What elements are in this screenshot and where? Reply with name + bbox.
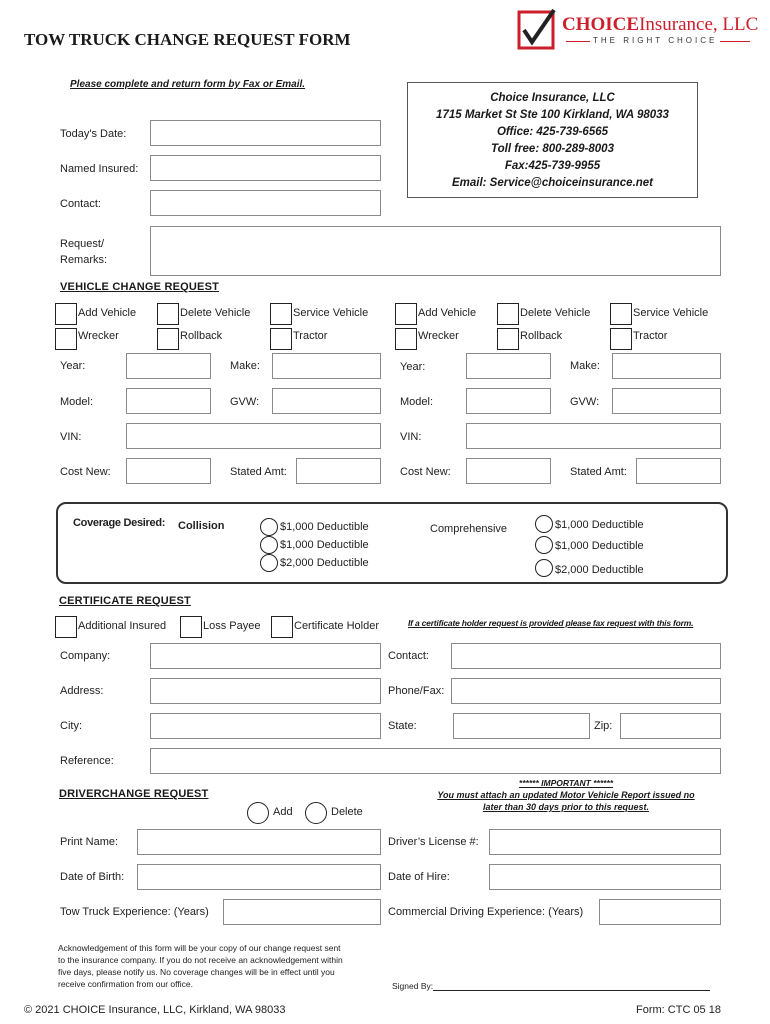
wrecker-label-1: Wrecker bbox=[78, 330, 119, 342]
model-label-2: Model: bbox=[400, 396, 434, 408]
important-line-2: later than 30 days prior to this request. bbox=[482, 802, 650, 812]
add-vehicle-label-1: Add Vehicle bbox=[78, 307, 137, 319]
cert-contact-field[interactable] bbox=[451, 643, 721, 669]
rollback-label-2: Rollback bbox=[520, 330, 563, 342]
cost-new-label-2: Cost New: bbox=[400, 466, 451, 478]
year-field-2[interactable] bbox=[466, 353, 551, 379]
contact-box bbox=[407, 82, 698, 198]
important-title: ****** IMPORTANT ****** bbox=[518, 778, 614, 788]
delete-vehicle-checkbox-2[interactable] bbox=[497, 303, 519, 325]
named-insured-label: Named Insured: bbox=[60, 163, 139, 175]
instructions: Please complete and return form by Fax or Email. bbox=[70, 79, 306, 90]
stated-amt-label-1: Stated Amt: bbox=[230, 466, 287, 478]
brand-name-rest: Insurance, LLC bbox=[639, 14, 759, 35]
model-field-1[interactable] bbox=[126, 388, 211, 414]
driver-delete-radio[interactable] bbox=[305, 802, 327, 824]
comprehensive-label: Comprehensive bbox=[430, 523, 508, 535]
gvw-field-1[interactable] bbox=[272, 388, 381, 414]
cost-new-field-2[interactable] bbox=[466, 458, 551, 484]
footer-form-id: Form: CTC 05 18 bbox=[636, 1004, 721, 1016]
ack-line-3: five days, please notify us. No coverage changes will be in effect until you bbox=[58, 967, 335, 977]
collision-1000-label-b: $1,000 Deductible bbox=[280, 539, 369, 551]
remarks-field[interactable] bbox=[150, 226, 721, 276]
vin-field-1[interactable] bbox=[126, 423, 381, 449]
collision-label: Collision bbox=[178, 520, 225, 532]
service-vehicle-label-1: Service Vehicle bbox=[293, 307, 369, 319]
add-vehicle-label-2: Add Vehicle bbox=[418, 307, 477, 319]
comprehensive-1000-label-a: $1,000 Deductible bbox=[555, 519, 644, 531]
cert-contact-label: Contact: bbox=[388, 650, 429, 662]
tow-experience-label: Tow Truck Experience: (Years) bbox=[60, 906, 209, 918]
important-notice bbox=[420, 777, 712, 813]
comprehensive-1000-radio-b[interactable] bbox=[535, 536, 553, 554]
city-label: City: bbox=[60, 720, 82, 732]
brand-logo bbox=[516, 8, 759, 56]
ack-line-2: to the insurance company. If you do not receive an acknowledgement within bbox=[58, 955, 343, 965]
make-field-2[interactable] bbox=[612, 353, 721, 379]
footer-copyright: © 2021 CHOICE Insurance, LLC, Kirkland, WA 98033 bbox=[24, 1004, 286, 1016]
signature-line[interactable] bbox=[433, 990, 710, 991]
stated-amt-field-2[interactable] bbox=[636, 458, 721, 484]
driver-section-heading: DRIVERCHANGE REQUEST bbox=[59, 788, 209, 800]
brand-tagline: THE RIGHT CHOICE bbox=[590, 36, 720, 45]
service-vehicle-checkbox-1[interactable] bbox=[270, 303, 292, 325]
signed-by-label: Signed By: bbox=[392, 981, 434, 991]
wrecker-checkbox-1[interactable] bbox=[55, 328, 77, 350]
named-insured-field[interactable] bbox=[150, 155, 381, 181]
certificate-fax-note: If a certificate holder request is provided please fax request with this form. bbox=[408, 618, 694, 628]
comprehensive-2000-label: $2,000 Deductible bbox=[555, 564, 644, 576]
loss-payee-label: Loss Payee bbox=[203, 620, 261, 632]
drivers-license-field[interactable] bbox=[489, 829, 721, 855]
comprehensive-2000-radio[interactable] bbox=[535, 559, 553, 577]
year-label-1: Year: bbox=[60, 360, 86, 372]
company-name: Choice Insurance, LLC bbox=[490, 92, 615, 104]
additional-insured-checkbox[interactable] bbox=[55, 616, 77, 638]
wrecker-checkbox-2[interactable] bbox=[395, 328, 417, 350]
print-name-label: Print Name: bbox=[60, 836, 119, 848]
tractor-checkbox-2[interactable] bbox=[610, 328, 632, 350]
brand-name-bold: CHOICE bbox=[562, 14, 640, 35]
fax-number: Fax:425-739-9955 bbox=[504, 160, 601, 172]
vehicle-section-heading: VEHICLE CHANGE REQUEST bbox=[60, 281, 220, 293]
tollfree-phone: Toll free: 800-289-8003 bbox=[491, 143, 614, 155]
office-phone: Office: 425-739-6565 bbox=[496, 126, 609, 138]
company-label: Company: bbox=[60, 650, 111, 662]
make-label-1: Make: bbox=[230, 360, 260, 372]
comprehensive-1000-label-b: $1,000 Deductible bbox=[555, 540, 644, 552]
vin-label-2: VIN: bbox=[400, 431, 422, 443]
rollback-checkbox-1[interactable] bbox=[157, 328, 179, 350]
delete-vehicle-label-2: Delete Vehicle bbox=[520, 307, 591, 319]
year-field-1[interactable] bbox=[126, 353, 211, 379]
collision-1000-radio-b[interactable] bbox=[260, 536, 278, 554]
phone-fax-field[interactable] bbox=[451, 678, 721, 704]
city-field[interactable] bbox=[150, 713, 381, 739]
todays-date-label: Today's Date: bbox=[60, 128, 127, 140]
company-address: 1715 Market St Ste 100 Kirkland, WA 98033 bbox=[436, 109, 669, 121]
gvw-label-1: GVW: bbox=[230, 396, 260, 408]
reference-field[interactable] bbox=[150, 748, 721, 774]
acknowledgement-text bbox=[58, 942, 343, 990]
remarks-label: Remarks: bbox=[60, 254, 108, 266]
year-label-2: Year: bbox=[400, 361, 426, 373]
zip-field[interactable] bbox=[620, 713, 721, 739]
cost-new-label-1: Cost New: bbox=[60, 466, 111, 478]
email-address: Email: Service@choiceinsurance.net bbox=[451, 177, 654, 189]
state-field[interactable] bbox=[453, 713, 590, 739]
wrecker-label-2: Wrecker bbox=[418, 330, 459, 342]
certificate-holder-checkbox[interactable] bbox=[271, 616, 293, 638]
date-of-birth-label: Date of Birth: bbox=[60, 871, 125, 883]
rollback-checkbox-2[interactable] bbox=[497, 328, 519, 350]
certificate-section-heading: CERTIFICATE REQUEST bbox=[59, 595, 191, 607]
page-title: TOW TRUCK CHANGE REQUEST FORM bbox=[24, 30, 351, 49]
make-field-1[interactable] bbox=[272, 353, 381, 379]
reference-label: Reference: bbox=[60, 755, 114, 767]
address-field[interactable] bbox=[150, 678, 381, 704]
service-vehicle-label-2: Service Vehicle bbox=[633, 307, 709, 319]
address-label: Address: bbox=[60, 685, 104, 697]
service-vehicle-checkbox-2[interactable] bbox=[610, 303, 632, 325]
driver-delete-label: Delete bbox=[331, 806, 363, 818]
drivers-license-label: Driver’s License #: bbox=[388, 836, 479, 848]
date-of-birth-field[interactable] bbox=[137, 864, 381, 890]
vin-field-2[interactable] bbox=[466, 423, 721, 449]
model-field-2[interactable] bbox=[466, 388, 551, 414]
rollback-label-1: Rollback bbox=[180, 330, 223, 342]
gvw-label-2: GVW: bbox=[570, 396, 600, 408]
state-label: State: bbox=[388, 720, 417, 732]
commercial-experience-field[interactable] bbox=[599, 899, 721, 925]
tractor-label-1: Tractor bbox=[293, 330, 328, 342]
driver-add-radio[interactable] bbox=[247, 802, 269, 824]
collision-1000-radio-a[interactable] bbox=[260, 518, 278, 536]
additional-insured-label: Additional Insured bbox=[78, 620, 167, 632]
loss-payee-checkbox[interactable] bbox=[180, 616, 202, 638]
ack-line-4: receive confirmation from our office. bbox=[58, 979, 193, 989]
phone-fax-label: Phone/Fax: bbox=[388, 685, 445, 697]
stated-amt-label-2: Stated Amt: bbox=[570, 466, 627, 478]
delete-vehicle-label-1: Delete Vehicle bbox=[180, 307, 251, 319]
add-vehicle-checkbox-1[interactable] bbox=[55, 303, 77, 325]
date-of-hire-label: Date of Hire: bbox=[388, 871, 450, 883]
collision-1000-label-a: $1,000 Deductible bbox=[280, 521, 369, 533]
commercial-experience-label: Commercial Driving Experience: (Years) bbox=[388, 906, 584, 918]
important-line-1: You must attach an updated Motor Vehicle Report issued no bbox=[437, 790, 695, 800]
contact-label: Contact: bbox=[60, 198, 101, 210]
collision-2000-radio[interactable] bbox=[260, 554, 278, 572]
vin-label-1: VIN: bbox=[60, 431, 82, 443]
add-vehicle-checkbox-2[interactable] bbox=[395, 303, 417, 325]
delete-vehicle-checkbox-1[interactable] bbox=[157, 303, 179, 325]
gvw-field-2[interactable] bbox=[612, 388, 721, 414]
make-label-2: Make: bbox=[570, 360, 600, 372]
print-name-field[interactable] bbox=[137, 829, 381, 855]
date-of-hire-field[interactable] bbox=[489, 864, 721, 890]
checkmark-logo-icon bbox=[516, 8, 558, 52]
coverage-desired-label: Coverage Desired: bbox=[73, 517, 166, 529]
tow-experience-field[interactable] bbox=[223, 899, 381, 925]
cost-new-field-1[interactable] bbox=[126, 458, 211, 484]
company-field[interactable] bbox=[150, 643, 381, 669]
tractor-label-2: Tractor bbox=[633, 330, 668, 342]
comprehensive-1000-radio-a[interactable] bbox=[535, 515, 553, 533]
ack-line-1: Acknowledgement of this form will be your copy of our change request sent bbox=[58, 943, 341, 953]
model-label-1: Model: bbox=[60, 396, 94, 408]
driver-add-label: Add bbox=[273, 806, 293, 818]
request-label: Request/ bbox=[60, 238, 105, 250]
stated-amt-field-1[interactable] bbox=[296, 458, 381, 484]
tractor-checkbox-1[interactable] bbox=[270, 328, 292, 350]
contact-field[interactable] bbox=[150, 190, 381, 216]
zip-label: Zip: bbox=[594, 720, 613, 732]
todays-date-field[interactable] bbox=[150, 120, 381, 146]
collision-2000-label: $2,000 Deductible bbox=[280, 557, 369, 569]
certificate-holder-label: Certificate Holder bbox=[294, 620, 379, 632]
